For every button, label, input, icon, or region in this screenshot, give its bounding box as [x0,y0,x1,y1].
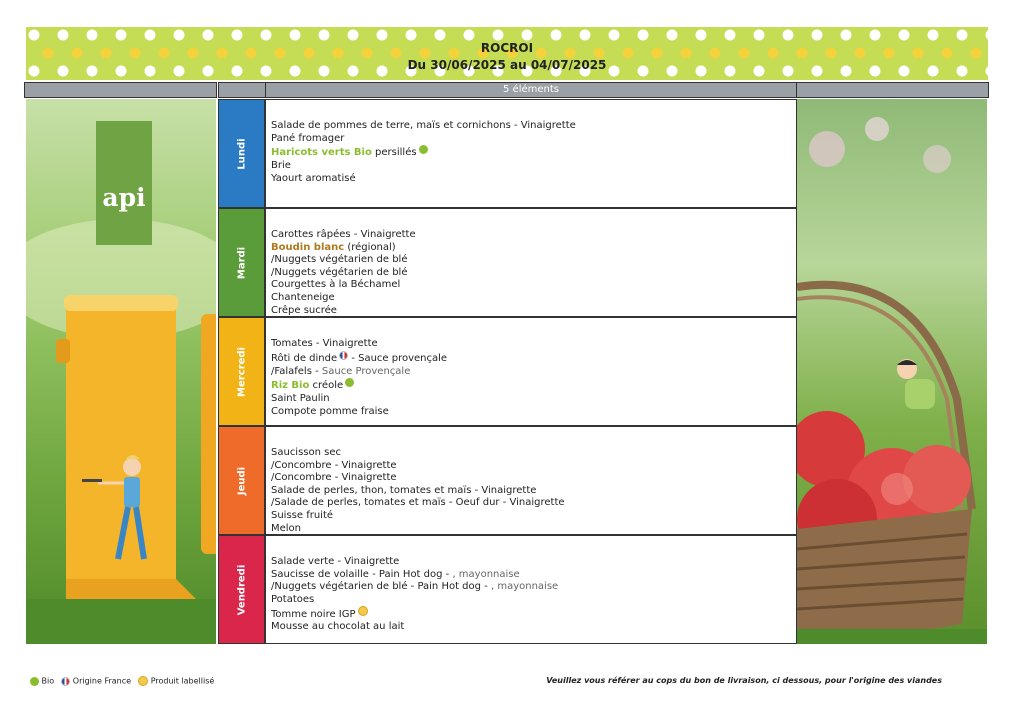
menu-item [271,621,796,634]
menu-item-text: Mousse au chocolat au lait [271,621,405,633]
bio-icon [30,677,39,686]
api-logo [96,121,152,245]
items-count: 5 éléments [503,84,559,95]
menu-item [271,460,796,473]
menu-item-text: - Sauce provençale [348,352,448,364]
day-mercredi [218,317,265,426]
menu-item [271,292,796,305]
menu-item-text: Tomme noire IGP [271,609,356,621]
menu-item [271,229,796,242]
menu-item-text: Salade de pommes de terre, maïs et cornichons - Vinaigrette [271,120,576,131]
day-label: Mercredi [236,346,247,397]
day-jeudi [218,426,265,535]
day-lundi [218,99,265,208]
day-label: Jeudi [236,466,247,495]
day-label: Lundi [236,137,247,170]
menu-item-text: Potatoes [271,593,315,605]
menu-item [271,173,796,186]
menu-item-text: Suisse fruité [271,509,334,521]
menu-item-text: /Salade de perles, tomates et maïs - Oeuf dur - Vinaigrette [271,497,565,509]
menu-item-text: Rôti de dinde [271,352,338,364]
top-bar-day [218,82,266,98]
menu-item-text: /Concombre - Vinaigrette [271,459,397,471]
menu-item-text: /Concombre - Vinaigrette [271,472,397,484]
menu-cell-mardi [265,208,797,317]
menu-item-text: /Nuggets végétarien de blé [271,266,408,278]
menu-item [271,581,796,594]
menu-cell-vendredi [265,535,797,644]
right-photo-apple-basket [797,99,987,644]
menu-item [271,145,796,160]
menu-item-text: (régional) [344,241,396,253]
day-vendredi [218,535,265,644]
menu-item [271,305,796,318]
menu-item-text: /Falafels - [271,365,322,377]
legend [28,676,214,686]
menu-item-text: Brie [271,160,291,172]
meat-origin-note: Veuillez vous référer au cops du bon de livraison, ci dessous, pour l'origine des viandes [546,676,942,685]
menu-item-text: /Nuggets végétarien de blé - Pain Hot dog - [271,581,491,593]
menu-item-text: Saucisson sec [271,447,342,458]
menu-item [271,472,796,485]
menu-item [271,510,796,523]
menu-item [271,556,796,569]
label-icon [358,606,368,616]
menu-title: ROCROI [480,41,534,55]
menu-item [271,242,796,255]
menu-item-text: Pané fromager [271,132,345,144]
legend-bio: Bio [41,676,55,686]
top-bar-left [24,82,217,98]
menu-item [271,485,796,498]
menu-item-text: Salade verte - Vinaigrette [271,556,400,567]
menu-date-range: Du 30/06/2025 au 04/07/2025 [407,58,607,72]
menu-item-text: Compote pomme fraise [271,405,389,417]
menu-item-highlight: Haricots verts Bio [271,147,372,159]
legend-france: Origine France [72,676,132,686]
menu-item [271,267,796,280]
menu-item [271,366,796,379]
menu-item [271,393,796,406]
menu-cell-lundi [265,99,797,208]
menu-item-text: Courgettes à la Béchamel [271,279,401,291]
menu-item-text: persillés [371,147,417,159]
label-icon [138,676,148,686]
day-mardi [218,208,265,317]
menu-item-text: Melon [271,522,302,534]
left-photo-boots [26,99,216,644]
menu-item [271,447,796,460]
menu-item [271,497,796,510]
api-logo-text: api [102,183,146,212]
menu-item-text: Tomates - Vinaigrette [271,338,378,349]
menu-item-text: Crêpe sucrée [271,304,337,316]
menu-item [271,351,796,366]
menu-item [271,254,796,267]
menu-item [271,523,796,536]
menu-item [271,606,796,621]
menu-item-text: Yaourt aromatisé [271,172,356,184]
menu-cell-mercredi [265,317,797,426]
legend-label: Produit labellisé [150,676,215,686]
menu-item [271,594,796,607]
menu-item-text: Chanteneige [271,291,335,303]
france-flag-icon [339,351,348,360]
menu-item-text: /Nuggets végétarien de blé [271,254,408,266]
menu-item-highlight: Riz Bio [271,380,310,392]
menu-item-text: Saucisse de volaille - Pain Hot dog - [271,568,453,580]
menu-item-sauce: , mayonnaise [452,568,520,580]
menu-item [271,120,796,133]
header-banner [26,27,988,80]
menu-item [271,279,796,292]
menu-item-sauce: Sauce Provençale [321,365,411,377]
menu-item-text: créole [309,380,344,392]
top-bar-right [796,82,989,98]
bio-icon [419,145,428,154]
menu-item [271,378,796,393]
menu-item-text: Saint Paulin [271,393,330,405]
apple-basket-illustration [797,99,987,644]
menu-item-text: Salade de perles, thon, tomates et maïs - Vinaigrette [271,484,537,496]
menu-item-highlight: Boudin blanc [271,241,345,253]
menu-item [271,406,796,419]
menu-item [271,133,796,146]
menu-item-sauce: , mayonnaise [490,581,559,593]
day-label: Vendredi [236,564,247,615]
menu-cell-jeudi [265,426,797,535]
france-flag-icon [61,677,70,686]
bio-icon [345,378,354,387]
menu-item [271,569,796,582]
menu-item [271,160,796,173]
menu-item-text: Carottes râpées - Vinaigrette [271,229,416,240]
menu-item [271,338,796,351]
day-label: Mardi [236,246,247,279]
